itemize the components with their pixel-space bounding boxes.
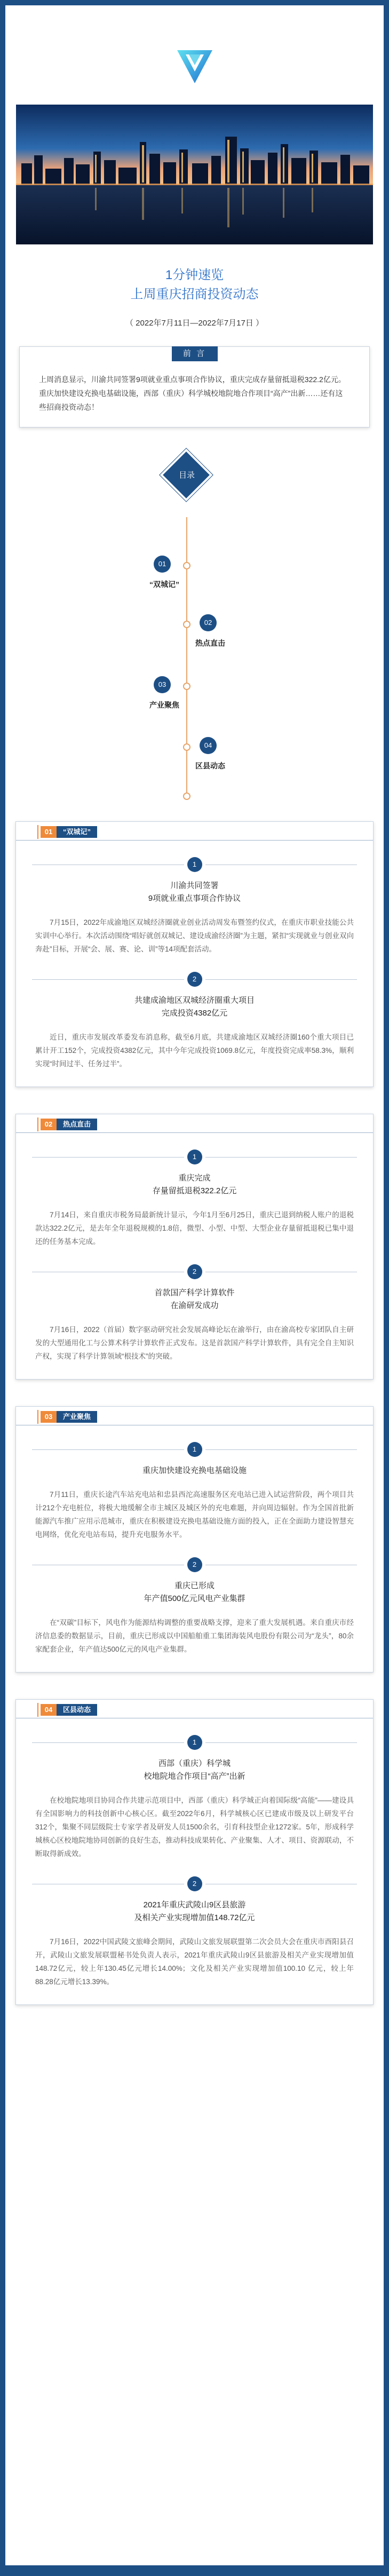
news-title-line-2: 校地院地合作项目“高产”出新 [144, 1772, 245, 1781]
news-title-line-1: 西部（重庆）科学城 [158, 1759, 231, 1768]
news-item [16, 1442, 373, 1477]
news-body: 7月16日，2022中国武陵文旅峰会期间，武陵山文旅发展联盟第二次会员大会在重庆市酉阳县召开，武陵山文旅发展联盟秘书处负责人表示，2021年重庆武陵山9区县旅游及相关产业实现增加值148.72亿元，较上年130.45亿元增长14.00%；文化及相关产业实现增加值100.10 亿元，较上年88.28亿元增长13.39%。 [35, 1938, 354, 1986]
section-header [16, 1700, 373, 1719]
news-title-line-1: 重庆完成 [178, 1174, 211, 1183]
toc-timeline [186, 517, 187, 795]
section-number: 02 [41, 1119, 57, 1130]
news-item [16, 1876, 373, 1924]
title-line-2: 上周重庆招商投资动态 [130, 287, 259, 302]
toc-dot [183, 621, 190, 628]
page [5, 5, 384, 2565]
news-title-line-2: 完成投资4382亿元 [161, 1009, 228, 1018]
toc-item-2[interactable]: 热点直击 [195, 639, 225, 647]
hero-city-image [16, 105, 373, 244]
news-number: 2 [187, 972, 202, 987]
news-item [16, 1735, 373, 1783]
section-name: 热点直击 [57, 1119, 97, 1130]
news-item [16, 972, 373, 1020]
news-title-line-1: 首款国产科学计算软件 [154, 1288, 235, 1297]
section-industry [15, 1406, 374, 1673]
section-hotspot [15, 1114, 374, 1380]
preface-text: 上周消息显示，川渝共同签署9项就业重点事项合作协议，重庆完成存量留抵退税322.2亿元。重庆加快建设充换电基础设施，西部（重庆）科学城校地院地合作项目“高产”出新……还有这些招商投资动态！ [39, 375, 346, 411]
section-header [16, 1407, 373, 1426]
news-number: 1 [187, 1150, 202, 1164]
news-item [16, 1150, 373, 1198]
toc-number-1: 01 [154, 556, 171, 573]
page-title [5, 266, 384, 304]
news-title-line-1: 共建成渝地区双城经济圈重大项目 [134, 996, 255, 1005]
news-title-line-2: 存量留抵退税322.2亿元 [152, 1186, 237, 1195]
section-number: 03 [41, 1411, 57, 1423]
section-number: 01 [41, 826, 57, 838]
news-title-line-1: 重庆加快建设充换电基础设施 [142, 1466, 247, 1475]
section-district [15, 1699, 374, 2005]
toc-item-3[interactable]: 产业聚焦 [149, 701, 179, 709]
news-title-line-2: 及相关产业实现增加值148.72亿元 [134, 1913, 255, 1922]
news-body: 7月15日，2022年成渝地区双城经济圈就业创业活动周发布暨签约仪式，在重庆市职业技能公共实训中心举行。本次活动围绕“唱好就创双城记、建设成渝经济圈”为主题，紧扣“实现就业与创业双向奔赴”目标，开展“会、展、赛、论、训”等14项配套活动。 [35, 918, 354, 953]
news-title-line-2: 年产值500亿元风电产业集群 [144, 1594, 245, 1603]
news-body: 7月14日，来自重庆市税务局最新统计显示，今年1月至6月25日，重庆已退到纳税人账户的退税款达322.2亿元，是去年全年退税规模的1.8倍，微型、小型、中型、大型企业存量留抵退税已集中退还的任务基本完成。 [35, 1211, 354, 1246]
news-number: 2 [187, 1264, 202, 1279]
news-number: 1 [187, 857, 202, 872]
news-number: 1 [187, 1442, 202, 1457]
section-shuangchengji [15, 821, 374, 1087]
news-body: 7月16日，2022（首届）数字驱动研究社会发展高峰论坛在渝举行，由在渝高校专家团队自主研发的大型通用化工与公算术科学计算软件正式发布。这是首款国产科学计算软件，具有完全自主知识产权，实现了科学计算领域“根技术”的突破。 [35, 1326, 354, 1360]
preface-label: 前 言 [172, 346, 218, 361]
toc-number-2: 02 [200, 614, 217, 631]
triangle-logo-icon [175, 47, 215, 86]
toc-end-dot [183, 792, 190, 800]
news-number: 2 [187, 1557, 202, 1572]
news-item [16, 857, 373, 905]
news-body: 在校地院地项目协同合作共建示范项目中，西部（重庆）科学城正向着国际级“高能”——建设具有全国影响力的科技创新中心核心区。截至2022年6月，科学城核心区已建成市级及以上研发平台312个，集聚不同层级院士专家学者及研发人员1500余名，引育科技型企业1272家。5年，形成科学城核心区校地院地协同创新的良好生态，推动科技成果转化、产业聚集、人才、项目、资源联动，不断取得新成效。 [35, 1796, 354, 1858]
preface-card [19, 346, 370, 427]
news-number: 1 [187, 1735, 202, 1750]
toc-dot [183, 683, 190, 690]
section-header [16, 1114, 373, 1134]
toc-number-4: 04 [200, 737, 217, 754]
news-title-line-2: 在渝研发成功 [170, 1301, 219, 1310]
section-header [16, 822, 373, 841]
toc-item-1[interactable]: “双城记” [149, 580, 179, 589]
toc-dot [183, 562, 190, 569]
section-name: “双城记” [57, 826, 97, 838]
news-title-line-1: 川渝共同签署 [170, 881, 219, 890]
news-title-line-2: 9项就业重点事项合作协议 [148, 894, 241, 903]
toc-dot [183, 743, 190, 751]
title-line-1: 1分钟速览 [165, 268, 224, 282]
toc-number-3: 03 [154, 676, 171, 693]
news-body: 7月11日，重庆长途汽车站充电站和忠县西沱高速服务区充电站已进入试运营阶段，两个项目共计212个充电桩位，将极大地缓解全市主城区及城区外的充电难题，并向周边辐射。作为全国首批新能源汽车推广应用示范城市，重庆在积极建设充换电基础设施方面的投入，正在全面助力建设智慧充电网络，优化充电站布局，提升充电服务水平。 [35, 1491, 354, 1539]
section-number: 04 [41, 1704, 57, 1716]
section-name: 区县动态 [57, 1704, 97, 1716]
news-title-line-1: 重庆已形成 [174, 1581, 215, 1590]
toc-label: 目录 [178, 471, 195, 480]
news-item [16, 1264, 373, 1312]
toc-item-4[interactable]: 区县动态 [195, 762, 225, 770]
news-body: 在“双碳”目标下，风电作为能源结构调整的重要战略支撑，迎来了重大发展机遇。来自重庆市经济信息委的数据显示，目前，重庆已形成以中国船舶重工集团海装风电股份有限公司为“龙头”，80余家配套企业，年产值达500亿元的风电产业集群。 [35, 1619, 354, 1653]
news-title-line-1: 2021年重庆武陵山9区县旅游 [143, 1900, 246, 1909]
news-item [16, 1557, 373, 1605]
section-name: 产业聚焦 [57, 1411, 97, 1423]
date-range: （ 2022年7月11日—2022年7月17日 ） [125, 319, 264, 328]
news-number: 2 [187, 1876, 202, 1891]
news-body: 近日，重庆市发展改革委发布消息称，截至6月底，共建成渝地区双城经济圈160个重大项目已累计开工152个，完成投资4382亿元，其中今年完成投资1069.8亿元，年度投资完成率58.3%，顺利实现“时间过半、任务过半”。 [35, 1033, 354, 1068]
